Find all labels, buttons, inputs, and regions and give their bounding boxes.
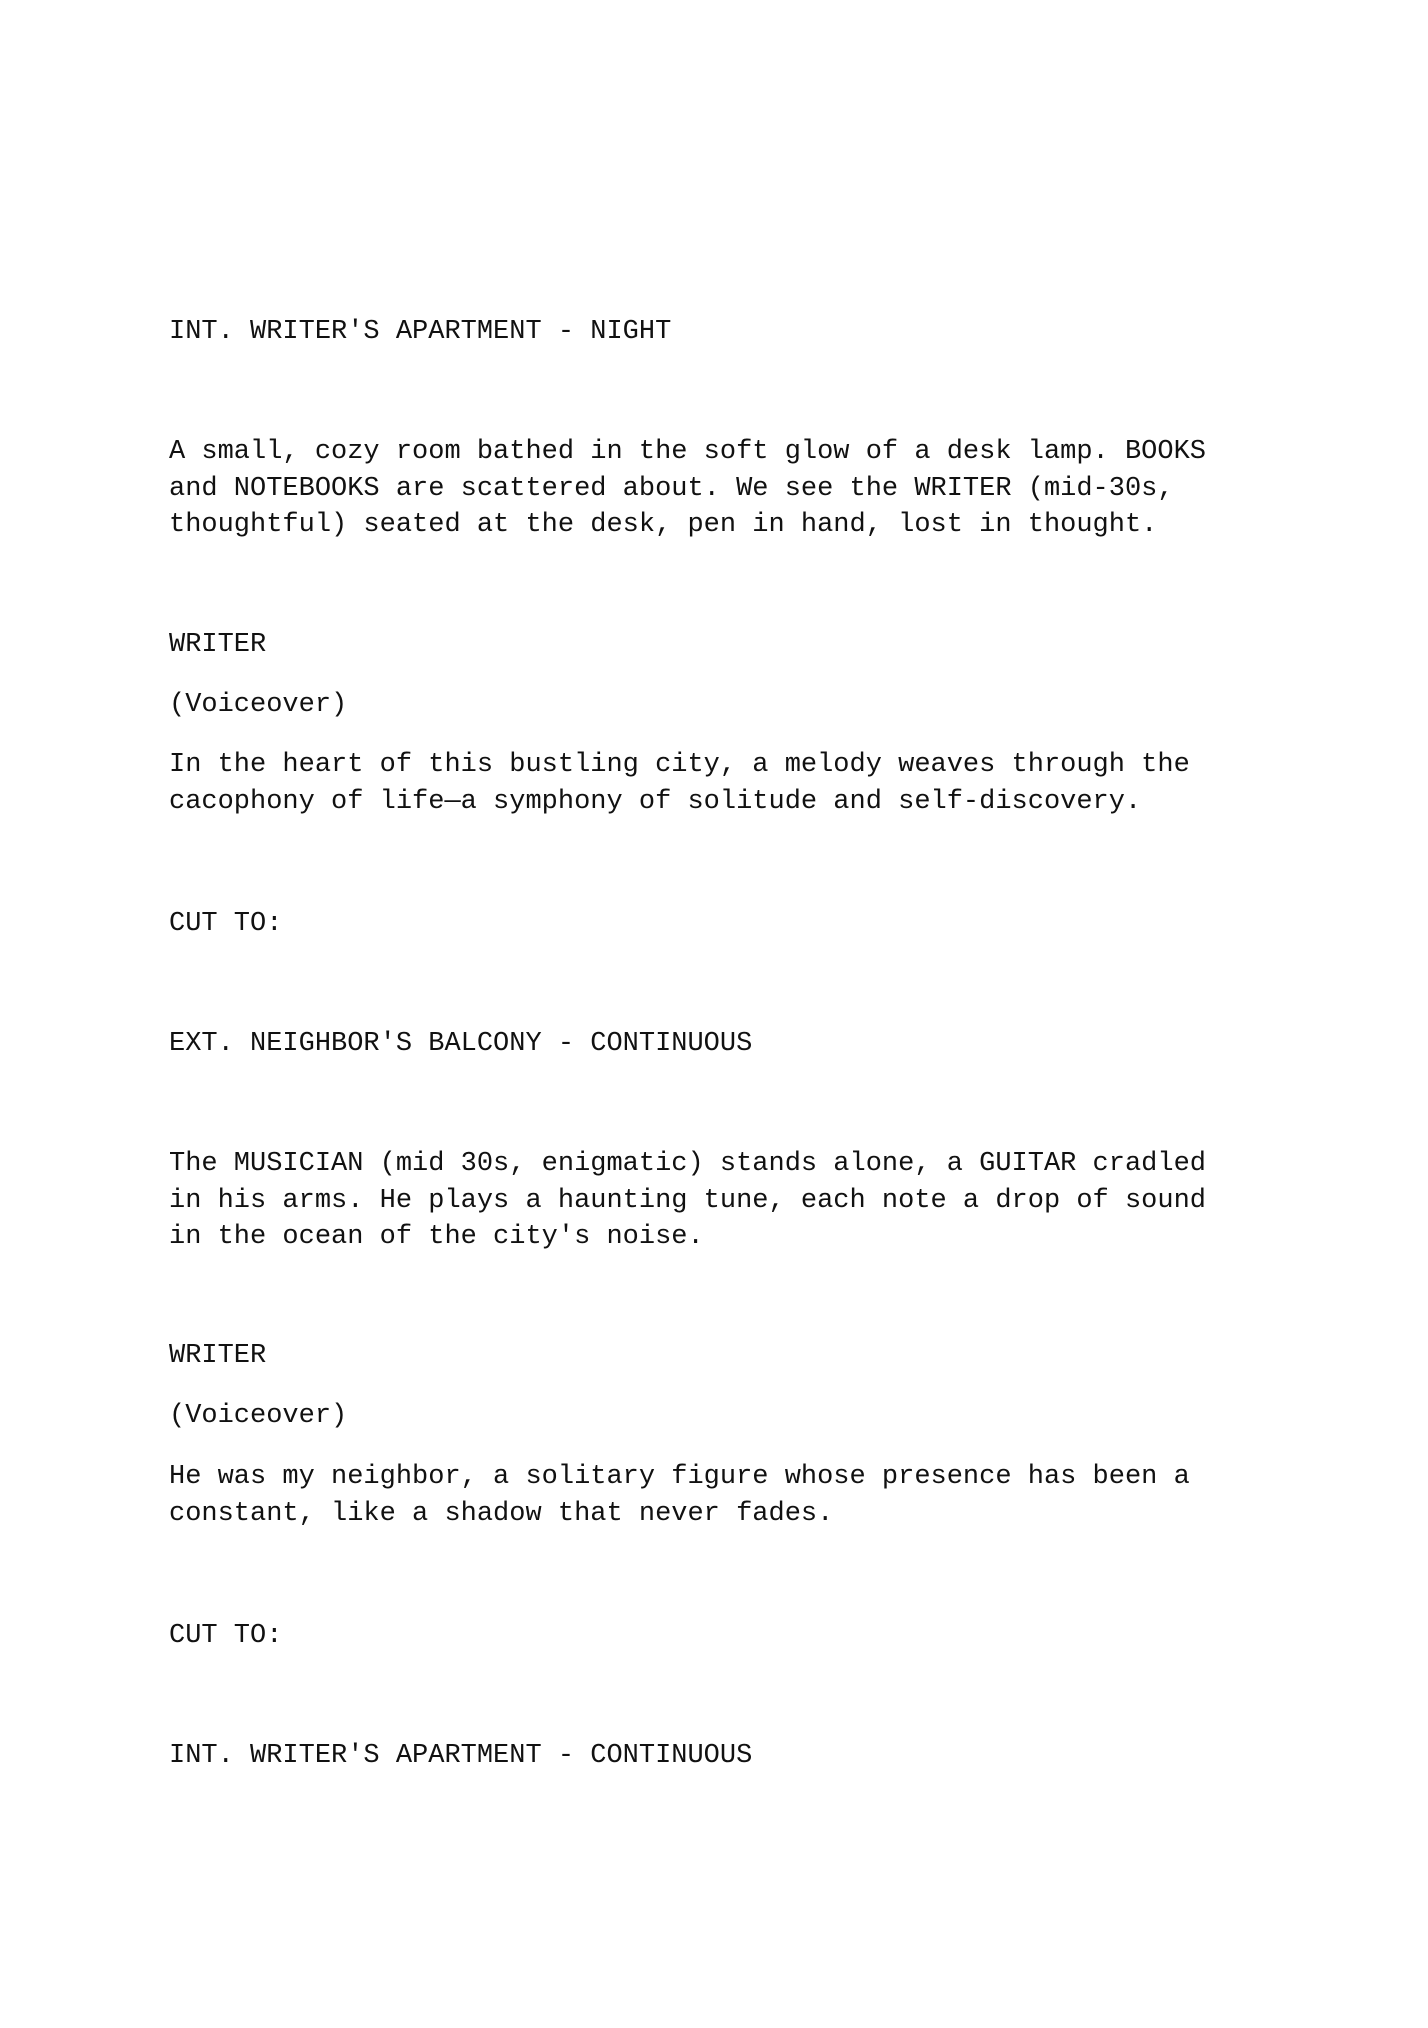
action-paragraph: A small, cozy room bathed in the soft glow of a desk lamp. BOOKS and NOTEBOOKS are scattered about. We see the WRITER (mid-30s, thoughtful) seated at the desk, pen in hand, lost in thought. bbox=[169, 437, 1206, 540]
character-name: WRITER bbox=[169, 1341, 267, 1371]
transition: CUT TO: bbox=[169, 1621, 283, 1651]
parenthetical: (Voiceover) bbox=[169, 1401, 348, 1431]
action-paragraph: The MUSICIAN (mid 30s, enigmatic) stands alone, a GUITAR cradled in his arms. He plays a haunting tune, each note a drop of sound in the ocean of the city's noise. bbox=[169, 1149, 1206, 1252]
scene-heading: INT. WRITER'S APARTMENT - NIGHT bbox=[169, 317, 672, 347]
dialogue: He was my neighbor, a solitary figure whose presence has been a constant, like a shadow that never fades. bbox=[169, 1462, 1190, 1529]
dialogue: In the heart of this bustling city, a melody weaves through the cacophony of life—a symphony of solitude and self-discovery. bbox=[169, 750, 1190, 817]
scene-heading: EXT. NEIGHBOR'S BALCONY - CONTINUOUS bbox=[169, 1029, 753, 1059]
character-name: WRITER bbox=[169, 630, 267, 660]
parenthetical: (Voiceover) bbox=[169, 690, 348, 720]
transition: CUT TO: bbox=[169, 909, 283, 939]
scene-heading: INT. WRITER'S APARTMENT - CONTINUOUS bbox=[169, 1741, 753, 1771]
